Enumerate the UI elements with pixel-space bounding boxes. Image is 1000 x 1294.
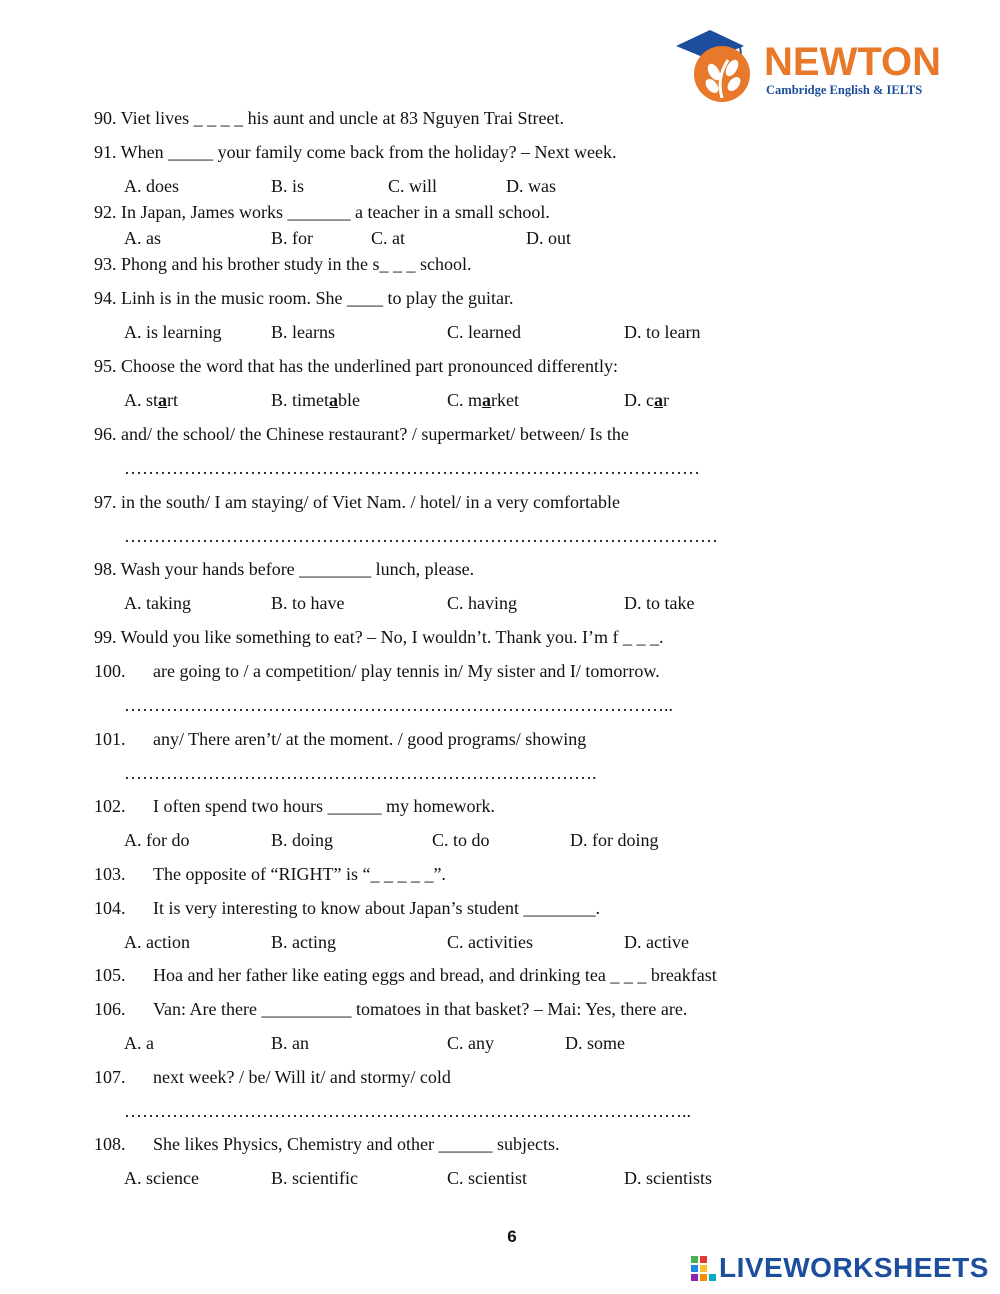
question-106: Van: Are there __________ tomatoes in that basket? – Mai: Yes, there are. bbox=[153, 999, 688, 1019]
q106-option-c[interactable]: C. any bbox=[447, 1033, 494, 1053]
q98-option-b[interactable]: B. to have bbox=[271, 593, 345, 613]
q102-option-c[interactable]: C. to do bbox=[432, 830, 490, 850]
q91-option-c[interactable]: C. will bbox=[388, 176, 438, 196]
question-98: 98. Wash your hands before ________ lunch, please. bbox=[94, 559, 475, 579]
q104-option-d[interactable]: D. active bbox=[624, 932, 689, 952]
q107-answer-line[interactable]: ………………………………………………………………………………….. bbox=[124, 1101, 691, 1121]
newton-emblem-icon bbox=[672, 22, 764, 106]
question-105-number: 105. bbox=[94, 965, 126, 985]
q108-option-d[interactable]: D. scientists bbox=[624, 1168, 712, 1188]
question-105: Hoa and her father like eating eggs and bread, and drinking tea _ _ _ breakfast bbox=[153, 965, 717, 985]
q92-option-a[interactable]: A. as bbox=[124, 228, 161, 248]
q106-option-d[interactable]: D. some bbox=[565, 1033, 625, 1053]
q102-option-d[interactable]: D. for doing bbox=[570, 830, 659, 850]
question-107: next week? / be/ Will it/ and stormy/ cold bbox=[153, 1067, 451, 1087]
question-104-number: 104. bbox=[94, 898, 126, 918]
question-95: 95. Choose the word that has the underlined part pronounced differently: bbox=[94, 356, 619, 376]
question-103: The opposite of “RIGHT” is “_ _ _ _ _”. bbox=[153, 864, 446, 884]
question-101: any/ There aren’t/ at the moment. / good programs/ showing bbox=[153, 729, 587, 749]
logo-tagline: Cambridge English & IELTS bbox=[766, 83, 923, 97]
q96-answer-line[interactable]: …………………………………………………………………………………… bbox=[124, 458, 700, 478]
question-100: are going to / a competition/ play tennis in/ My sister and I/ tomorrow. bbox=[153, 661, 660, 681]
q98-option-d[interactable]: D. to take bbox=[624, 593, 695, 613]
q102-option-a[interactable]: A. for do bbox=[124, 830, 190, 850]
q100-answer-line[interactable]: ……………………………………………………………………………….. bbox=[124, 695, 673, 715]
q104-option-c[interactable]: C. activities bbox=[447, 932, 533, 952]
question-101-number: 101. bbox=[94, 729, 126, 749]
q94-option-c[interactable]: C. learned bbox=[447, 322, 521, 342]
q101-answer-line[interactable]: ……………………………………………………………………. bbox=[124, 763, 597, 783]
q98-option-a[interactable]: A. taking bbox=[124, 593, 191, 613]
q95-option-a[interactable]: A. start bbox=[124, 390, 179, 410]
q91-option-a[interactable]: A. does bbox=[124, 176, 179, 196]
question-108: She likes Physics, Chemistry and other ______ subjects. bbox=[153, 1134, 560, 1154]
q92-option-c[interactable]: C. at bbox=[371, 228, 405, 248]
question-96: 96. and/ the school/ the Chinese restaurant? / supermarket/ between/ Is the bbox=[94, 424, 629, 444]
q95-option-c[interactable]: C. market bbox=[447, 390, 519, 410]
q108-option-b[interactable]: B. scientific bbox=[271, 1168, 358, 1188]
question-102: I often spend two hours ______ my homework. bbox=[153, 796, 495, 816]
q97-answer-line[interactable]: ……………………………………………………………………………………… bbox=[124, 526, 718, 546]
question-93: 93. Phong and his brother study in the s_ _ _ school. bbox=[94, 254, 472, 274]
question-97: 97. in the south/ I am staying/ of Viet Nam. / hotel/ in a very comfortable bbox=[94, 492, 620, 512]
question-104: It is very interesting to know about Japan’s student ________. bbox=[153, 898, 600, 918]
q92-option-b[interactable]: B. for bbox=[271, 228, 313, 248]
liveworksheets-wordmark: LIVEWORKSHEETS bbox=[719, 1252, 989, 1283]
question-103-number: 103. bbox=[94, 864, 126, 884]
question-99: 99. Would you like something to eat? – No, I wouldn’t. Thank you. I’m f _ _ _. bbox=[94, 627, 664, 647]
q92-option-d[interactable]: D. out bbox=[526, 228, 571, 248]
question-102-number: 102. bbox=[94, 796, 126, 816]
question-90: 90. Viet lives _ _ _ _ his aunt and uncle at 83 Nguyen Trai Street. bbox=[94, 108, 565, 128]
question-100-number: 100. bbox=[94, 661, 126, 681]
q106-option-a[interactable]: A. a bbox=[124, 1033, 154, 1053]
q104-option-a[interactable]: A. action bbox=[124, 932, 190, 952]
q108-option-a[interactable]: A. science bbox=[124, 1168, 199, 1188]
newton-logo bbox=[672, 22, 942, 106]
question-106-number: 106. bbox=[94, 999, 126, 1019]
q91-option-b[interactable]: B. is bbox=[271, 176, 305, 196]
question-91: 91. When _____ your family come back from the holiday? – Next week. bbox=[94, 142, 617, 162]
question-94: 94. Linh is in the music room. She ____ to play the guitar. bbox=[94, 288, 514, 308]
page-number: 6 bbox=[507, 1227, 517, 1246]
q106-option-b[interactable]: B. an bbox=[271, 1033, 309, 1053]
q95-option-b[interactable]: B. timetable bbox=[271, 390, 360, 410]
q94-option-a[interactable]: A. is learning bbox=[124, 322, 222, 342]
q102-option-b[interactable]: B. doing bbox=[271, 830, 334, 850]
question-92: 92. In Japan, James works _______ a teacher in a small school. bbox=[94, 202, 550, 222]
q95-option-d[interactable]: D. car bbox=[624, 390, 669, 410]
q94-option-b[interactable]: B. learns bbox=[271, 322, 335, 342]
q104-option-b[interactable]: B. acting bbox=[271, 932, 336, 952]
q94-option-d[interactable]: D. to learn bbox=[624, 322, 701, 342]
question-108-number: 108. bbox=[94, 1134, 126, 1154]
question-107-number: 107. bbox=[94, 1067, 126, 1087]
q108-option-c[interactable]: C. scientist bbox=[447, 1168, 527, 1188]
logo-wordmark: NEWTON bbox=[764, 40, 942, 84]
q98-option-c[interactable]: C. having bbox=[447, 593, 517, 613]
liveworksheets-grid-icon bbox=[691, 1256, 717, 1282]
q91-option-d[interactable]: D. was bbox=[506, 176, 556, 196]
